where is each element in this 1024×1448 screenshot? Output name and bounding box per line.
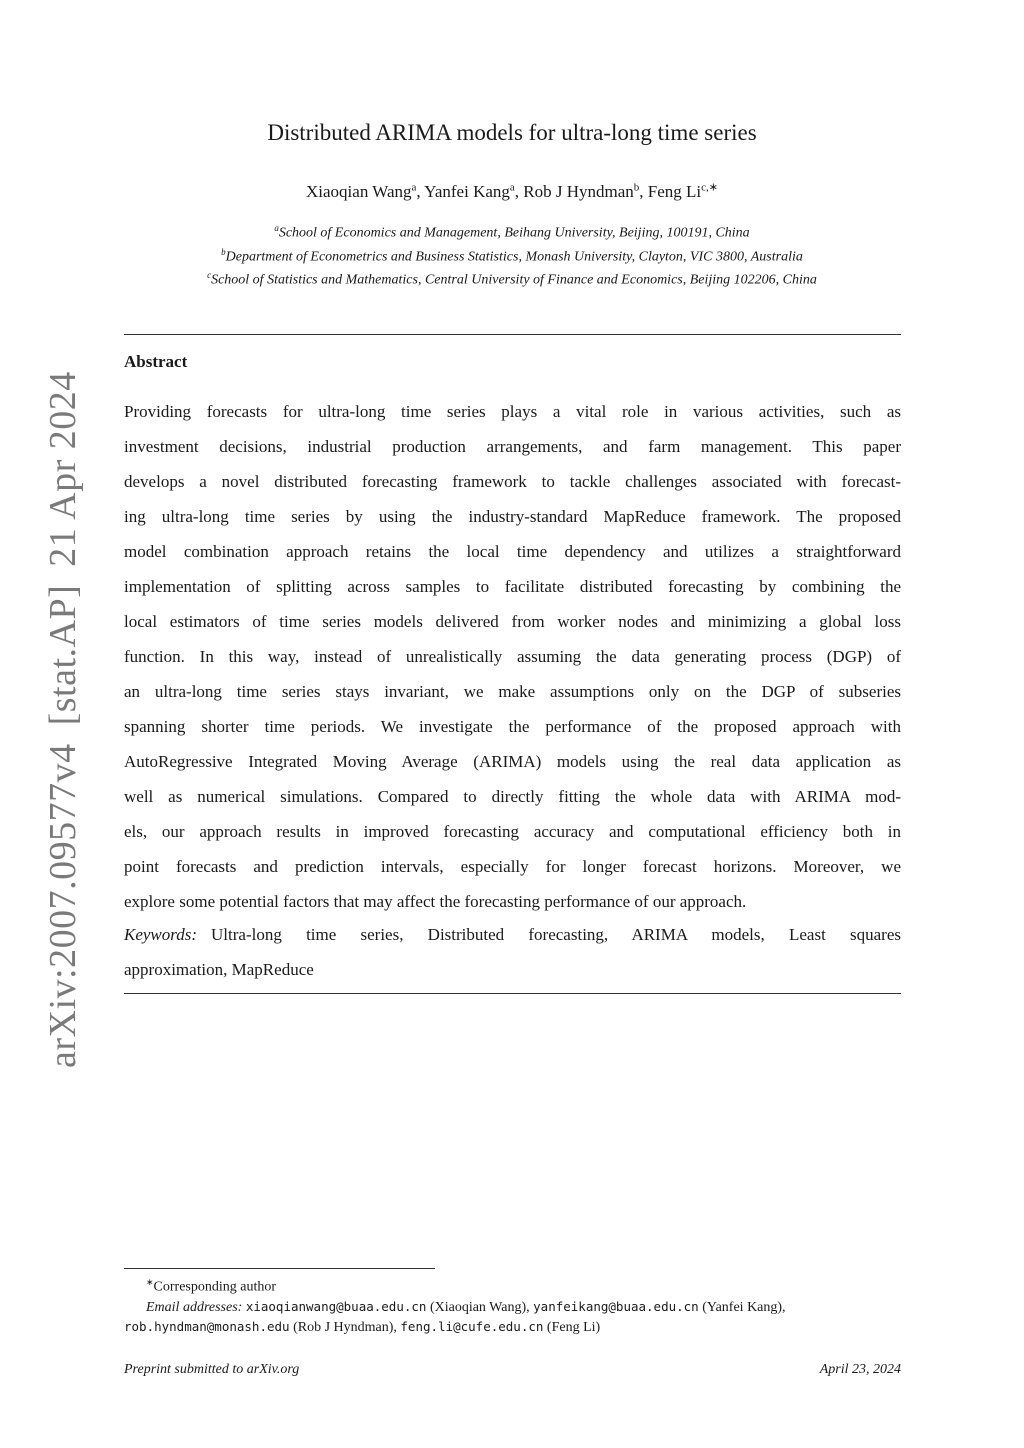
arxiv-id: arXiv:2007.09577v4 [42, 743, 84, 1068]
abstract-line: well as numerical simulations. Compared to directly fitting the whole data with ARIMA mod- [124, 787, 901, 806]
abstract-bottom-rule [124, 993, 901, 994]
preprint-note: Preprint submitted to arXiv.org [124, 1362, 300, 1377]
abstract-line: point forecasts and prediction intervals, especially for longer forecast horizons. Moreover, we [124, 857, 901, 876]
footer-date: April 23, 2024 [819, 1362, 901, 1377]
keywords [124, 917, 901, 987]
author-list [0, 180, 1024, 202]
abstract-body [124, 394, 901, 919]
affiliation-list [0, 219, 1024, 290]
abstract-line: explore some potential factors that may affect the forecasting performance of our approach. [124, 892, 747, 911]
arxiv-side-stamp [41, 371, 85, 1068]
abstract-line: ing ultra-long time series by using the industry-standard MapReduce framework. The proposed [124, 507, 901, 526]
author: Feng $Li^{c,∗}$ [647, 181, 718, 201]
affiliation: $^a$School of Economics and Management, Beihang University, Beijing, 100191, China [274, 223, 750, 241]
abstract-line: implementation of splitting across samples to facilitate distributed forecasting by combining the [124, 577, 901, 596]
abstract-line: spanning shorter time periods. We investigate the performance of the proposed approach with [124, 717, 901, 736]
abstract-line: function. In this way, instead of unrealistically assuming the data generating process (DGP) of [124, 647, 901, 666]
affiliation: $^b$Department of Econometrics and Business Statistics, Monash University, Clayton, VIC 3800, Australia [221, 246, 803, 265]
keywords-line: approximation, MapReduce [124, 960, 314, 979]
abstract-line: model combination approach retains the local time dependency and utilizes a straightforward [124, 542, 901, 561]
email-link[interactable]: feng.li@cufe.edu.cn [400, 1318, 544, 1334]
email-link[interactable]: xiaoqianwang@buaa.edu.cn [245, 1298, 427, 1314]
author: Rob J Hyndman$^b$, [523, 181, 648, 201]
abstract-line: AutoRegressive Integrated Moving Average (ARIMA) models using the real data application as [124, 752, 901, 771]
abstract-line: els, our approach results in improved forecasting accuracy and computational efficiency both in [124, 822, 901, 841]
keywords-label: Keywords: [124, 925, 198, 944]
arxiv-date: 21 Apr 2024 [42, 371, 84, 567]
affiliation: $^c$School of Statistics and Mathematics, Central University of Finance and Economics, Beijing 102206, China [207, 270, 817, 288]
abstract-heading: Abstract [124, 352, 188, 371]
paper-title: Distributed ARIMA models for ultra-long time series [267, 120, 757, 145]
abstract-top-rule [124, 334, 901, 335]
abstract-line: Providing forecasts for ultra-long time series plays a vital role in various activities, such as [124, 402, 901, 421]
abstract-line: an ultra-long time series stays invariant, we make assumptions only on the DGP of subseries [124, 682, 901, 701]
abstract-line: local estimators of time series models delivered from worker nodes and minimizing a global loss [124, 612, 901, 631]
keywords-line: Keywords: Ultra-long time series, Distributed forecasting, ARIMA models, Least squares [124, 925, 901, 944]
abstract-line: investment decisions, industrial production arrangements, and farm management. This paper [124, 437, 901, 456]
author: Xiaoqian Wang$^a$, [306, 181, 425, 201]
email-addresses: Email addresses: xiaoqianwang@buaa.edu.cn (Xiaoqian Wang), yanfeikang@buaa.edu.cn (Yanfei Kang), [146, 1298, 786, 1315]
author: Yanfei Kang$^a$, [424, 181, 524, 201]
footnote [124, 1273, 901, 1337]
arxiv-category: [stat.AP] [42, 584, 84, 726]
abstract-line: develops a novel distributed forecasting framework to tackle challenges associated with forecast- [124, 472, 901, 491]
footnote-rule [124, 1268, 435, 1269]
email-addresses-cont: rob.hyndman@monash.edu (Rob J Hyndman), feng.li@cufe.edu.cn (Feng Li) [124, 1318, 601, 1335]
email-link[interactable]: rob.hyndman@monash.edu [124, 1318, 290, 1334]
email-link[interactable]: yanfeikang@buaa.edu.cn [533, 1298, 699, 1314]
corresponding-author-note: ∗Corresponding author [146, 1277, 277, 1295]
